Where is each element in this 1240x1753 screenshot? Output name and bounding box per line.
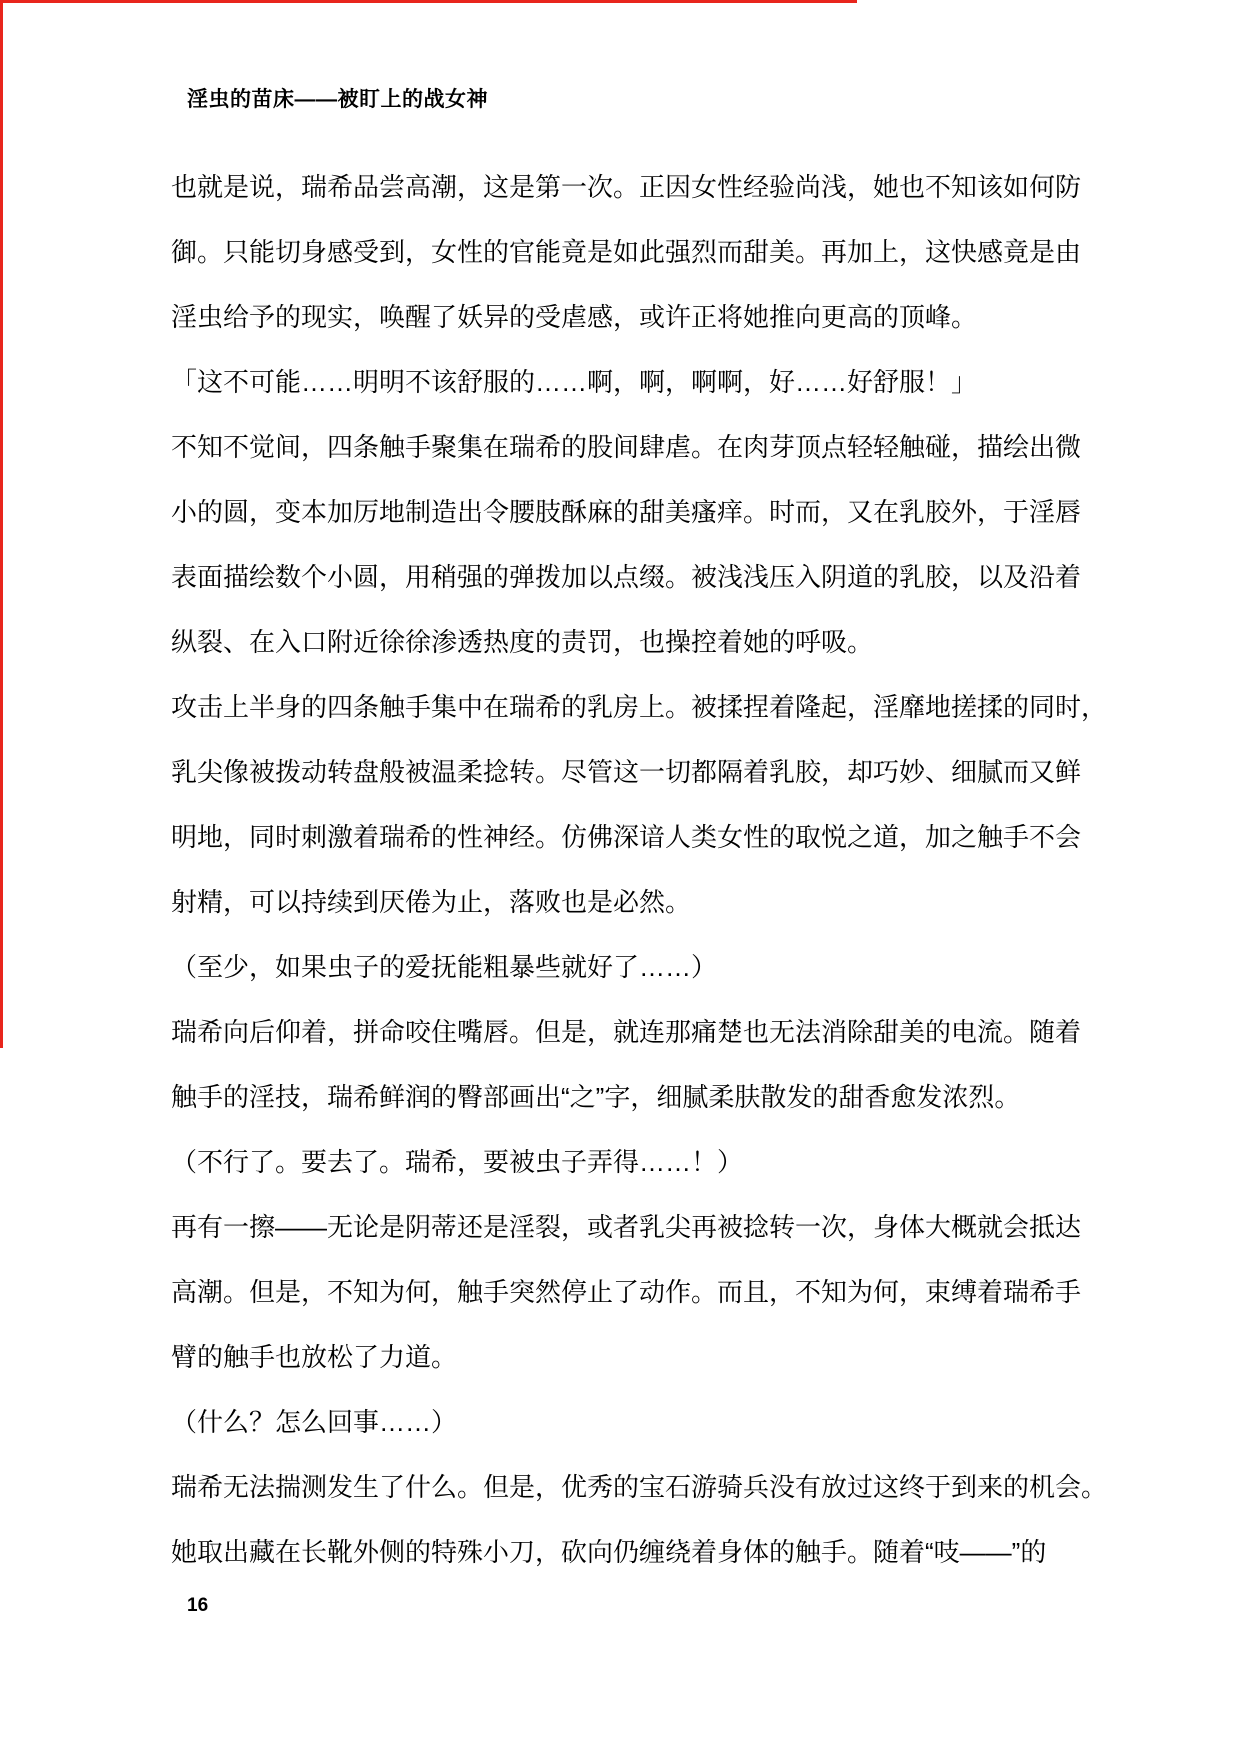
page-number: 16 — [187, 1595, 209, 1616]
text-line: 淫虫给予的现实，唤醒了妖异的受虐感，或许正将她推向更高的顶峰。 — [171, 302, 978, 332]
left-edge-mark — [0, 0, 3, 1048]
text-line: 她取出藏在长靴外侧的特殊小刀，砍向仍缠绕着身体的触手。随着“吱——”的 — [171, 1537, 1047, 1567]
text-line: 「这不可能……明明不该舒服的……啊，啊，啊啊，好……好舒服！」 — [171, 367, 978, 397]
text-line: 臂的触手也放松了力道。 — [171, 1342, 458, 1372]
text-line: 触手的淫技，瑞希鲜润的臀部画出“之”字，细腻柔肤散发的甜香愈发浓烈。 — [171, 1082, 1021, 1112]
page-header-title: 淫虫的苗床——被盯上的战女神 — [187, 88, 488, 111]
body-text — [171, 155, 1108, 1585]
text-line: （不行了。要去了。瑞希，要被虫子弄得……！） — [171, 1147, 744, 1177]
text-line: 不知不觉间，四条触手聚集在瑞希的股间肆虐。在肉芽顶点轻轻触碰，描绘出微 — [171, 432, 1082, 462]
text-line: 攻击上半身的四条触手集中在瑞希的乳房上。被揉捏着隆起，淫靡地搓揉的同时， — [171, 692, 1108, 722]
text-line: 瑞希无法揣测发生了什么。但是，优秀的宝石游骑兵没有放过这终于到来的机会。 — [171, 1472, 1108, 1502]
top-edge-mark — [0, 0, 857, 3]
text-line: （什么？怎么回事……） — [171, 1407, 458, 1437]
text-line: 明地，同时刺激着瑞希的性神经。仿佛深谙人类女性的取悦之道，加之触手不会 — [171, 822, 1082, 852]
text-line: 纵裂、在入口附近徐徐渗透热度的责罚，也操控着她的呼吸。 — [171, 627, 874, 657]
text-line: 瑞希向后仰着，拼命咬住嘴唇。但是，就连那痛楚也无法消除甜美的电流。随着 — [171, 1017, 1082, 1047]
text-line: 射精，可以持续到厌倦为止，落败也是必然。 — [171, 887, 692, 917]
text-line: 高潮。但是，不知为何，触手突然停止了动作。而且，不知为何，束缚着瑞希手 — [171, 1277, 1082, 1307]
text-line: 乳尖像被拨动转盘般被温柔捻转。尽管这一切都隔着乳胶，却巧妙、细腻而又鲜 — [171, 757, 1082, 787]
text-line: 御。只能切身感受到，女性的官能竟是如此强烈而甜美。再加上，这快感竟是由 — [171, 237, 1082, 267]
text-line: 小的圆，变本加厉地制造出令腰肢酥麻的甜美瘙痒。时而，又在乳胶外，于淫唇 — [171, 497, 1082, 527]
text-line: （至少，如果虫子的爱抚能粗暴些就好了……） — [171, 952, 718, 982]
text-line: 再有一擦——无论是阴蒂还是淫裂，或者乳尖再被捻转一次，身体大概就会抵达 — [171, 1212, 1082, 1242]
text-line: 表面描绘数个小圆，用稍强的弹拨加以点缀。被浅浅压入阴道的乳胶，以及沿着 — [171, 562, 1082, 592]
text-line: 也就是说，瑞希品尝高潮，这是第一次。正因女性经验尚浅，她也不知该如何防 — [171, 172, 1082, 202]
